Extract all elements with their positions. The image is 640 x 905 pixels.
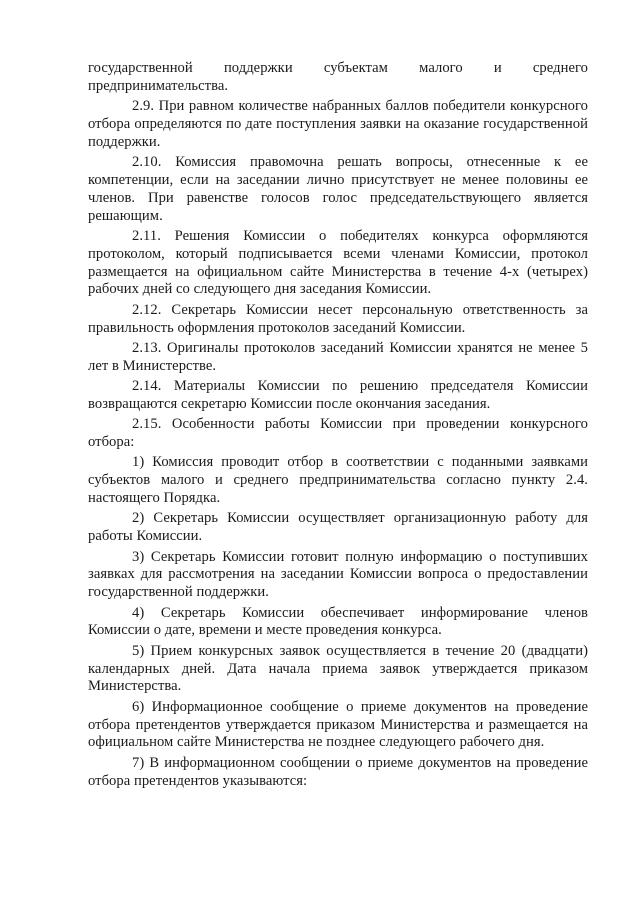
list-item-5: 5) Прием конкурсных заявок осуществляется в течение 20 (двадцати) календарных дней. Дата начала приема заявок утверждается приказом Министерства. — [88, 642, 588, 695]
paragraph-continuation: государственной поддержки субъектам малого и среднего предпринимательства. — [88, 60, 588, 94]
list-item-3: 3) Секретарь Комиссии готовит полную информацию о поступивших заявках для рассмотрения на заседании Комиссии вопроса о предоставлении государственной поддержки. — [88, 548, 588, 601]
list-item-4: 4) Секретарь Комиссии обеспечивает информирование членов Комиссии о дате, времени и месте проведения конкурса. — [88, 604, 588, 639]
paragraph-2-9: 2.9. При равном количестве набранных баллов победители конкурсного отбора определяются по дате поступления заявки на оказание государственной поддержки. — [88, 98, 588, 150]
list-item-1: 1) Комиссия проводит отбор в соответствии с поданными заявками субъектов малого и среднего предпринимательства согласно пункту 2.4. настоящего Порядка. — [88, 454, 588, 507]
paragraph-2-10: 2.10. Комиссия правомочна решать вопросы, отнесенные к ее компетенции, если на заседании лично присутствует не менее половины ее членов. При равенстве голосов голос председательствующего является решающим. — [88, 154, 588, 224]
paragraph-2-15: 2.15. Особенности работы Комиссии при проведении конкурсного отбора: — [88, 416, 588, 451]
list-item-6: 6) Информационное сообщение о приеме документов на проведение отбора претендентов утверждается приказом Министерства и размещается на официальном сайте Министерства не позднее следующего рабочего дня. — [88, 698, 588, 751]
list-item-7: 7) В информационном сообщении о приеме документов на проведение отбора претендентов указываются: — [88, 754, 588, 789]
paragraph-2-12: 2.12. Секретарь Комиссии несет персональную ответственность за правильность оформления протоколов заседаний Комиссии. — [88, 301, 588, 336]
paragraph-2-13: 2.13. Оригиналы протоколов заседаний Комиссии хранятся не менее 5 лет в Министерстве. — [88, 339, 588, 374]
paragraph-2-11: 2.11. Решения Комиссии о победителях конкурса оформляются протоколом, который подписывается всеми членами Комиссии, протокол размещается на официальном сайте Министерства в течение 4-х (четырех) рабочих дней со следующего дня заседания Комиссии. — [88, 227, 588, 298]
list-item-2: 2) Секретарь Комиссии осуществляет организационную работу для работы Комиссии. — [88, 510, 588, 545]
paragraph-2-14: 2.14. Материалы Комиссии по решению председателя Комиссии возвращаются секретарю Комиссии после окончания заседания. — [88, 378, 588, 412]
